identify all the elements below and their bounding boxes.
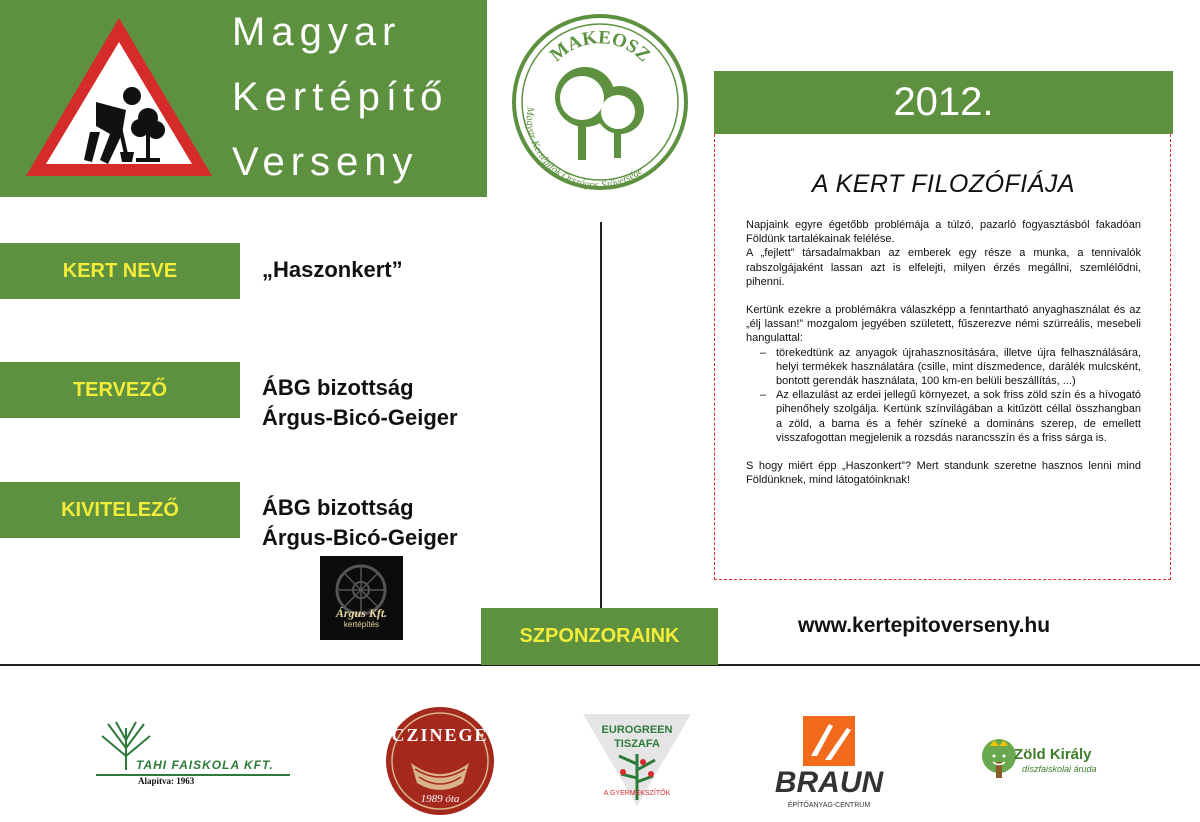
philosophy-paragraph: A „fejlett” társadalmakban az emberek egy része a munka, a tennivalók rabszolgájaként lassan azt is elfelejti, milyen érzés megállni, szemlélődni, pihenni. xyxy=(746,247,1141,288)
eurogreen-name-2: TISZAFA xyxy=(614,738,660,750)
field-value-kivitelezo-line-1: ÁBG bizottság xyxy=(262,495,414,520)
czinege-sub: 1989 óta xyxy=(420,793,460,805)
zold-kiraly-name: Zöld Király xyxy=(1014,746,1092,763)
makeosz-logo xyxy=(510,12,690,192)
header-title-line-3: Verseny xyxy=(232,140,419,184)
tahi-name: TAHI FAISKOLA KFT. xyxy=(136,758,274,772)
zold-kiraly-sub: díszfaiskolai áruda xyxy=(1022,764,1097,774)
philosophy-list-item: – törekedtünk az anyagok újrahasznosítására, illetve újra felhasználására, helyi termékek használatára (csille, mint díszmedence, darálék mulcsként, bontott gerendák használata, 100 km-en belüli beszállítás, ...) xyxy=(776,346,1141,389)
philosophy-text xyxy=(746,218,1141,501)
philosophy-title: A KERT FILOZÓFIÁJA xyxy=(811,170,1076,198)
header-banner xyxy=(0,0,487,197)
argus-logo xyxy=(320,556,403,640)
philosophy-list xyxy=(746,346,1141,445)
braun-name: BRAUN xyxy=(774,766,884,799)
czinege-name: CZINEGE xyxy=(391,725,489,745)
argus-name: Árgus Kft. xyxy=(335,606,388,620)
field-label-tervezo: TERVEZŐ xyxy=(0,362,240,418)
tahi-sub: Alapítva: 1963 xyxy=(138,776,195,786)
field-label-kivitelezo: KIVITELEZŐ xyxy=(0,482,240,538)
field-value-tervezo-line-1: ÁBG bizottság xyxy=(262,375,414,400)
braun-sub: ÉPÍTŐANYAG-CENTRUM xyxy=(787,802,871,809)
philosophy-paragraph: Napjaink egyre égetőbb problémája a túlzó, pazarló fogyasztásból fakadóan Földünk tartalékainak felélése. xyxy=(746,219,1141,246)
sponsor-logo-tahi xyxy=(96,718,296,788)
philosophy-paragraph: Kertünk ezekre a problémákra válaszképp a fenntartható anyaghasználat és az „élj lassan!” mozgalom jegyében született, fűszerezve némi szürreális, mesebeli hangulattal: xyxy=(746,304,1141,345)
sponsor-logo-zold-kiraly xyxy=(978,738,1118,788)
road-work-warning-sign-icon xyxy=(22,14,216,180)
makeosz-arc-text: Magyar Kertépítők Országos Szövetsége xyxy=(523,106,646,192)
header-title-line-1: Magyar xyxy=(232,10,402,54)
vertical-divider xyxy=(600,222,602,610)
philosophy-paragraph: S hogy miért épp „Haszonkert”? Mert standunk szeretne hasznos lenni mind Földünknek, mind látogatóinknak! xyxy=(746,460,1141,487)
eurogreen-name: EUROGREEN xyxy=(601,724,673,736)
argus-sub: kertépítés xyxy=(343,620,380,629)
sponsor-logo-eurogreen xyxy=(583,714,691,806)
field-value-tervezo-line-2: Árgus-Bicó-Geiger xyxy=(262,405,458,430)
makeosz-top-text: MAKEOSZ xyxy=(546,27,655,67)
philosophy-list-item: – Az ellazulást az erdei jellegű környezet, a sok friss zöld szín és a hívogató pihenőhely szolgálja. Kertünk színvilágában a kitűzött céllal összhangban a zöld, a barna és a fehér színeké a domináns szerep, de emellett visszafogottan megjelenik a rozsdás narancsszín és a friss sárga is. xyxy=(776,388,1141,445)
field-value-kert-neve: „Haszonkert” xyxy=(262,257,403,282)
header-title-line-2: Kertépítő xyxy=(232,75,449,119)
field-label-kert-neve: KERT NEVE xyxy=(0,243,240,299)
sponsor-logo-braun xyxy=(773,716,885,812)
website-link[interactable]: www.kertepitoverseny.hu xyxy=(798,614,1051,637)
braun-mark-icon xyxy=(803,716,855,766)
sponsors-label: SZPONZORAINK xyxy=(481,608,718,665)
year-banner: 2012. xyxy=(714,71,1173,134)
sponsor-logo-czinege xyxy=(381,705,499,817)
field-value-kivitelezo-line-2: Árgus-Bicó-Geiger xyxy=(262,525,458,550)
eurogreen-sub: A GYERMEKSZÍTŐK xyxy=(603,790,671,797)
